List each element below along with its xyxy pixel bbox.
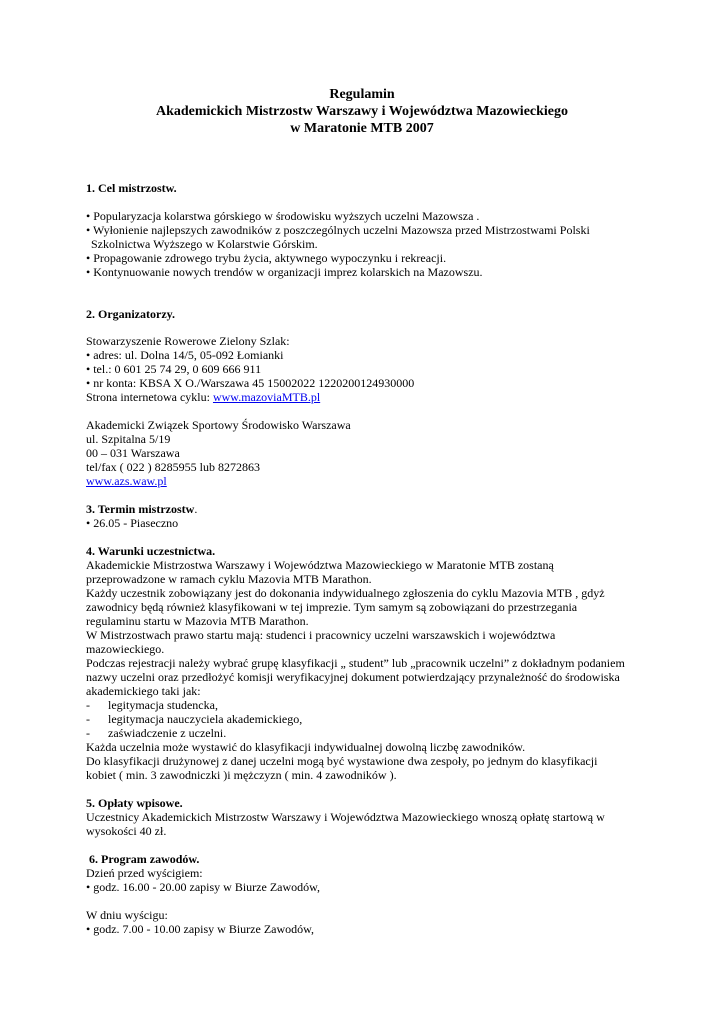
s4-after-line: Do klasyfikacji drużynowej z danej uczelni mogą być wystawione dwa zespoły, po jednym do klasyfikacji xyxy=(86,754,598,768)
doc-list-dash: - xyxy=(86,712,90,726)
doc-list-dash: - xyxy=(86,726,90,740)
s1-item: • Kontynuowanie nowych trendów w organizacji imprez kolarskich na Mazowszu. xyxy=(86,265,483,279)
org2-line: tel/fax ( 022 ) 8285955 lub 8272863 xyxy=(86,460,260,474)
s1-item: • Propagowanie zdrowego trybu życia, aktywnego wypoczynku i rekreacji. xyxy=(86,251,447,265)
doc-list-item: legitymacja studencka, xyxy=(108,698,218,712)
s1-item: • Wyłonienie najlepszych zawodników z poszczególnych uczelni Mazowsza przed Mistrzostwami Polski xyxy=(86,223,590,237)
org2-line: ul. Szpitalna 5/19 xyxy=(86,432,171,446)
org1-line: • tel.: 0 601 25 74 29, 0 609 666 911 xyxy=(86,362,262,376)
azs-link[interactable]: www.azs.waw.pl xyxy=(86,474,167,488)
doc-title-line-1: Regulamin xyxy=(329,87,395,102)
doc-list-item: legitymacja nauczyciela akademickiego, xyxy=(108,712,303,726)
s6-item: • godz. 16.00 - 20.00 zapisy w Biurze Zawodów, xyxy=(86,880,321,894)
s4-after-line: kobiet ( min. 3 zawodniczki )i mężczyzn ( min. 4 zawodników ). xyxy=(86,768,397,782)
s1-item-cont: Szkolnictwa Wyższego w Kolarstwie Górskim. xyxy=(91,237,318,251)
org2-line: 00 – 031 Warszawa xyxy=(86,446,180,460)
section-2-heading: 2. Organizatorzy. xyxy=(86,307,175,321)
org2-line: Akademicki Związek Sportowy Środowisko Warszawa xyxy=(86,418,351,432)
s1-item: • Popularyzacja kolarstwa górskiego w środowisku wyższych uczelni Mazowsza . xyxy=(86,209,480,223)
s5-line: wysokości 40 zł. xyxy=(86,824,167,838)
section-6-heading: 6. Program zawodów. xyxy=(86,852,200,866)
s4-line: akademickiego taki jak: xyxy=(86,684,201,698)
s5-line: Uczestnicy Akademickich Mistrzostw Warszawy i Województwa Mazowieckiego wnoszą opłatę startową w xyxy=(86,810,605,824)
s6-item: • godz. 7.00 - 10.00 zapisy w Biurze Zawodów, xyxy=(86,922,315,936)
s6-day-of: W dniu wyścigu: xyxy=(86,908,168,922)
s6-day-before: Dzień przed wyścigiem: xyxy=(86,866,203,880)
org1-line: • nr konta: KBSA X O./Warszawa 45 15002022 1220200124930000 xyxy=(86,376,415,390)
s4-line: Każdy uczestnik zobowiązany jest do dokonania indywidualnego zgłoszenia do cyklu Mazovia MTB , gdyż xyxy=(86,586,605,600)
s4-after-line: Każda uczelnia może wystawić do klasyfikacji indywidualnej dowolną liczbę zawodników. xyxy=(86,740,526,754)
s4-line: regulaminu startu w Mazovia MTB Marathon. xyxy=(86,614,309,628)
doc-title-line-3: w Maratonie MTB 2007 xyxy=(290,121,434,136)
org1-line: • adres: ul. Dolna 14/5, 05-092 Łomianki xyxy=(86,348,284,362)
s4-line: mazowieckiego. xyxy=(86,642,165,656)
org1-line: Stowarzyszenie Rowerowe Zielony Szlak: xyxy=(86,334,290,348)
mazovia-mtb-link[interactable]: www.mazoviaMTB.pl xyxy=(212,390,321,404)
s4-line: Akademickie Mistrzostwa Warszawy i Województwa Mazowieckiego w Maratonie MTB zostaną xyxy=(86,558,554,572)
section-3-heading: 3. Termin mistrzostw xyxy=(86,502,195,516)
website-label: Strona internetowa cyklu: xyxy=(86,390,213,404)
s4-line: nazwy uczelni oraz przedłożyć komisji weryfikacyjnej dokument potwierdzający przynależność do środowiska xyxy=(86,670,620,684)
s4-line: W Mistrzostwach prawo startu mają: studenci i pracownicy uczelni warszawskich i województwa xyxy=(86,628,556,642)
doc-list-dash: - xyxy=(86,698,90,712)
s4-line: przeprowadzone w ramach cyklu Mazovia MTB Marathon. xyxy=(86,572,372,586)
website-line xyxy=(86,390,320,404)
section-3-heading-dot: . xyxy=(194,502,198,516)
doc-title-line-2: Akademickich Mistrzostw Warszawy i Województwa Mazowieckiego xyxy=(155,104,569,119)
section-3-heading-line xyxy=(86,502,197,516)
doc-list-item: zaświadczenie z uczelni. xyxy=(108,726,227,740)
s4-line: Podczas rejestracji należy wybrać grupę klasyfikacji „ student” lub „pracownik uczelni” z dokładnym podaniem xyxy=(86,656,625,670)
section-5-heading: 5. Opłaty wpisowe. xyxy=(86,796,183,810)
s4-line: zawodnicy będą również klasyfikowani w tej imprezie. Tym samym są zobowiązani do przestrzegania xyxy=(86,600,578,614)
section-1-heading: 1. Cel mistrzostw. xyxy=(86,181,177,195)
section-4-heading: 4. Warunki uczestnictwa. xyxy=(86,544,216,558)
s3-item: • 26.05 - Piaseczno xyxy=(86,516,179,530)
